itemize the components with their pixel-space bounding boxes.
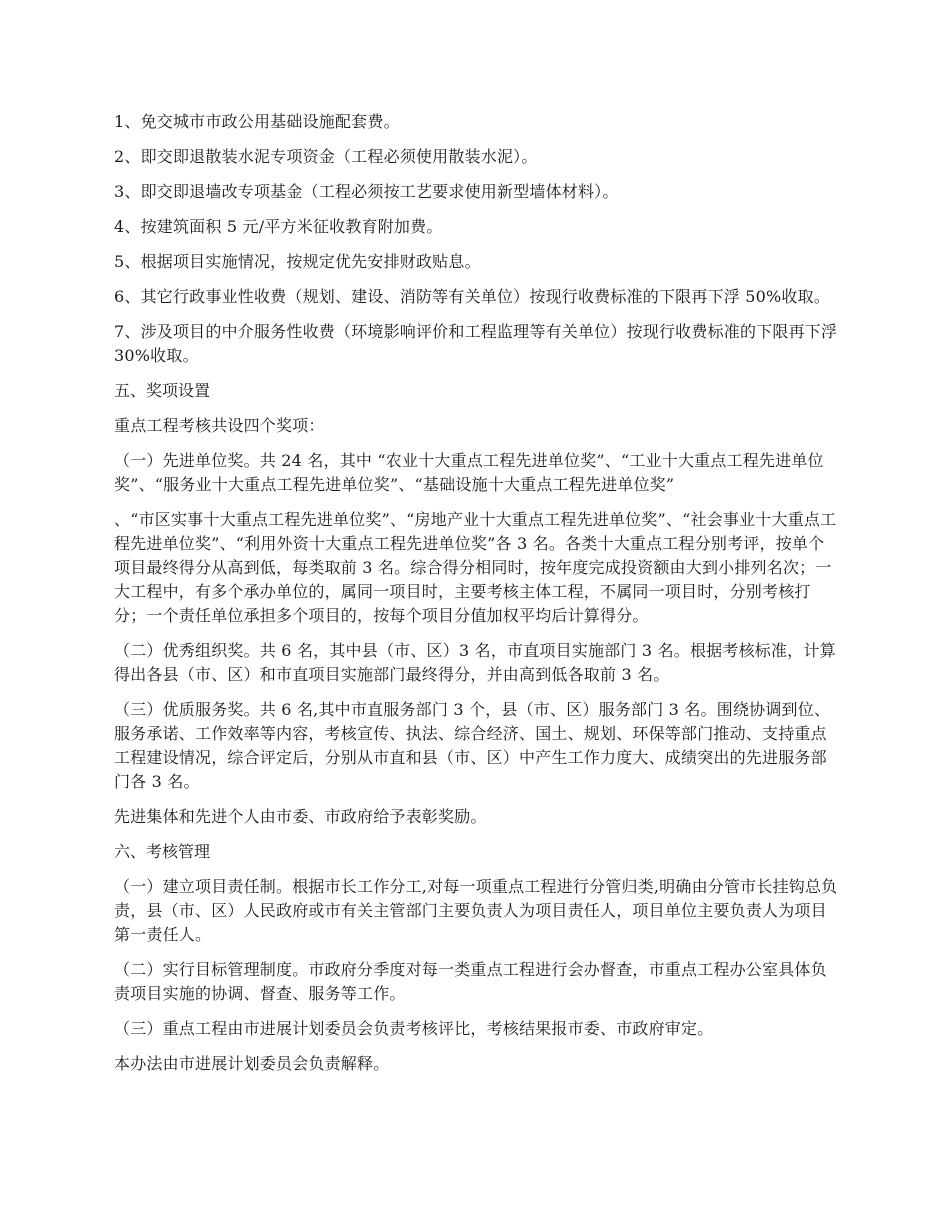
award-1-paragraph: （一）先进单位奖。共 24 名，其中 “农业十大重点工程先进单位奖”、“工业十大重点工程先进单位奖”、“服务业十大重点工程先进单位奖”、“基础设施十大重点工程先进单位奖”	[114, 451, 824, 494]
management-3-paragraph: （三）重点工程由市进展计划委员会负责考核评比，考核结果报市委、市政府审定。	[114, 1019, 714, 1038]
management-2-paragraph: （二）实行目标管理制度。市政府分季度对每一类重点工程进行会办督查，市重点工程办公室具体负责项目实施的协调、督查、服务等工作。	[114, 960, 827, 1003]
item-3-paragraph: 3、即交即退墙改专项基金（工程必须按工艺要求使用新型墙体材料）。	[114, 182, 619, 201]
item-5-paragraph: 5、根据项目实施情况，按规定优先安排财政贴息。	[114, 252, 481, 271]
award-3-paragraph: （三）优质服务奖。共 6 名,其中市直服务部门 3 个，县（市、区）服务部门 3 名。围绕协调到位、服务承诺、工作效率等内容，考核宣传、执法、综合经济、国土、规划、环保等部门推动、支持重点工程建设情况，综合评定后，分别从市直和县（市、区）中产生工作力度大、成绩突出的先进服务部门各 3 名。	[114, 700, 831, 791]
section-6-heading: 六、考核管理	[114, 842, 211, 861]
item-7-paragraph: 7、涉及项目的中介服务性收费（环境影响评价和工程监理等有关单位）按现行收费标准的下限再下浮 30%收取。	[114, 322, 843, 365]
item-1-paragraph: 1、免交城市市政公用基础设施配套费。	[114, 112, 400, 131]
awards-intro-paragraph: 重点工程考核共设四个奖项：	[114, 416, 325, 435]
item-2-paragraph: 2、即交即退散装水泥专项资金（工程必须使用散装水泥）。	[114, 147, 538, 166]
commendation-paragraph: 先进集体和先进个人由市委、市政府给予表彰奖励。	[114, 807, 487, 826]
document-body	[114, 110, 843, 1087]
item-4-paragraph: 4、按建筑面积 5 元/平方米征收教育附加费。	[114, 217, 443, 236]
section-5-heading: 五、奖项设置	[114, 381, 211, 400]
award-2-paragraph: （二）优秀组织奖。共 6 名，其中县（市、区）3 名，市直项目实施部门 3 名。根据考核标准，计算得出各县（市、区）和市直项目实施部门最终得分，并由高到低各取前 3 名。	[114, 641, 836, 684]
item-6-paragraph: 6、其它行政事业性收费（规划、建设、消防等有关单位）按现行收费标准的下限再下浮 50%收取。	[114, 287, 831, 306]
management-1-paragraph: （一）建立项目责任制。根据市长工作分工,对每一项重点工程进行分管归类,明确由分管市长挂钩总负责，县（市、区）人民政府或市有关主管部门主要负责人为项目责任人，项目单位主要负责人为项目第一责任人。	[114, 877, 838, 944]
interpretation-paragraph: 本办法由市进展计划委员会负责解释。	[114, 1054, 390, 1073]
award-1-continuation-paragraph: 、“市区实事十大重点工程先进单位奖”、“房地产业十大重点工程先进单位奖”、“社会事业十大重点工程先进单位奖”、“利用外资十大重点工程先进单位奖”各 3 名。各类十大重点工程分别考评，按单个项目最终得分从高到低，每类取前 3 名。综合得分相同时，按年度完成投资额由大到小排列名次；一大工程中，有多个承办单位的，属同一项目时，主要考核主体工程，不属同一项目时，分别考核打分；一个责任单位承担多个项目的，按每个项目分值加权平均后计算得分。	[114, 510, 837, 625]
